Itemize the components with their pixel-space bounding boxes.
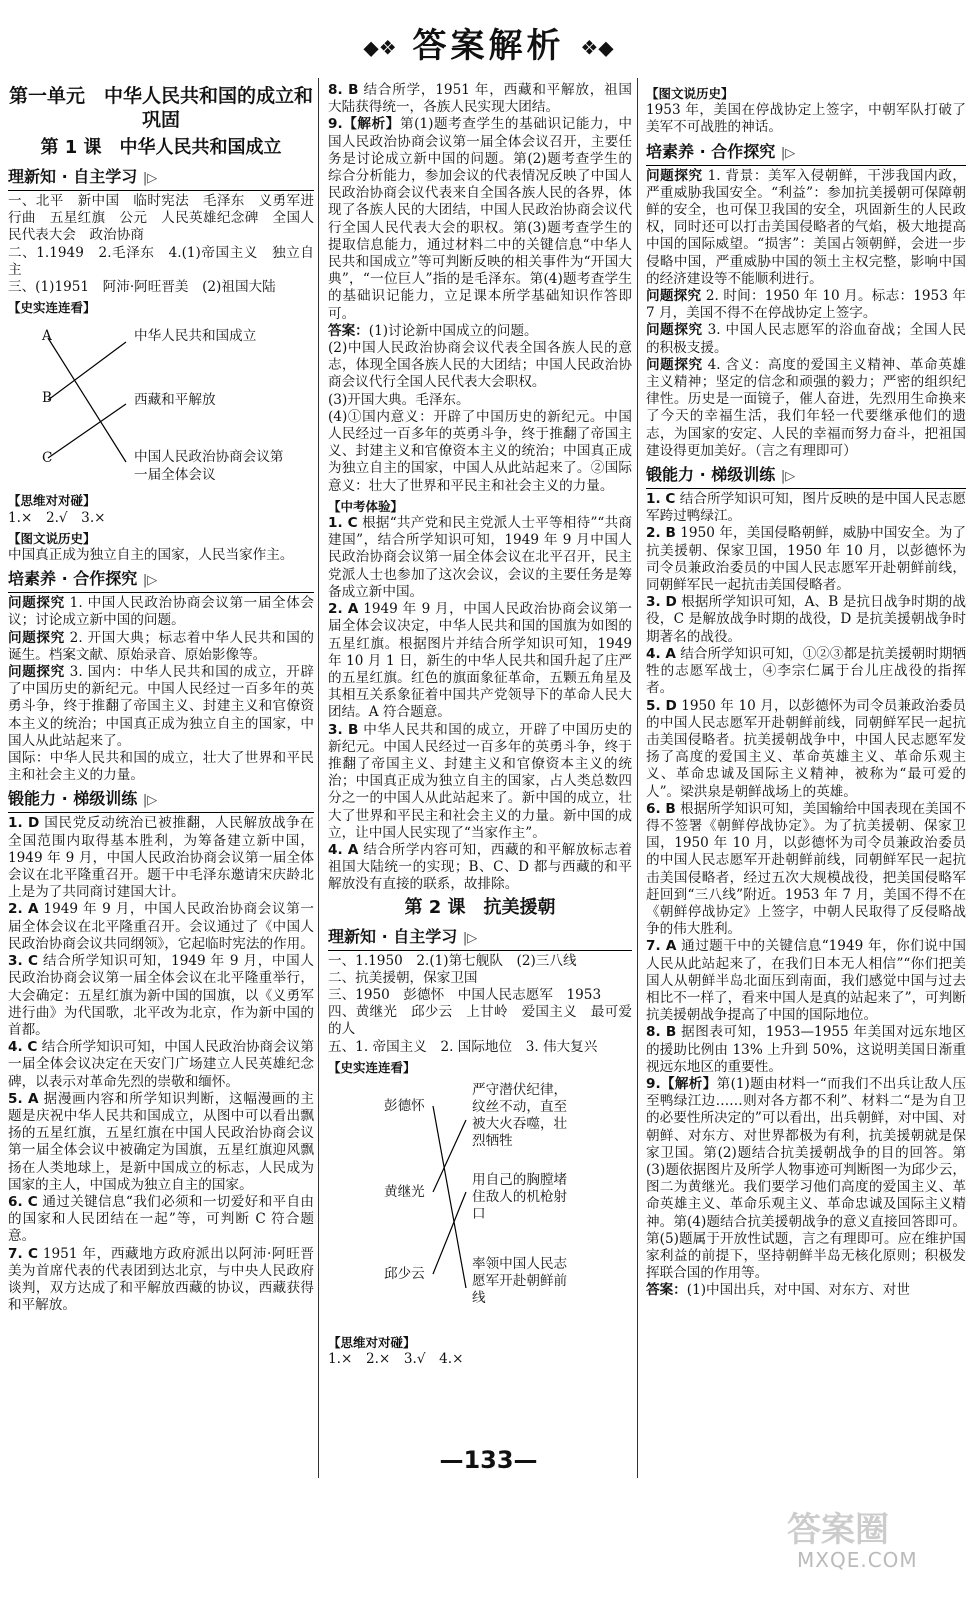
column-2 [328, 82, 632, 1480]
question-answer [646, 594, 966, 646]
section-arrow-icon: |▷ [142, 573, 158, 589]
question-number: 2. B [646, 525, 676, 542]
question-answer [8, 1194, 314, 1246]
section-arrow-icon: |▷ [462, 930, 478, 946]
section-heading-text: 培素养 · 合作探究 [8, 569, 138, 589]
answer-line: 1.× 2.√ 3.× [8, 509, 106, 526]
question-explanation: 1950 年，美国侵略朝鲜，威胁中国安全。为了抗美援朝、保家卫国，1950 年 10 月，以彭德怀为司令员兼政治委员的中国人民志愿军开赴朝鲜前线，同朝鲜军民一起抗击美国侵略者。 [646, 525, 966, 594]
question-explanation: 第(1)题由材料一“而我们不出兵让敌人压至鸭绿江边……则对各方都不利”、材料二“是为自卫的必要性所决定的”可以看出，出兵朝鲜，对中国、对朝鲜、对东方、对世界都极为有利，抗美援朝就是保家卫国。第(2)题结合抗美援朝战争的目的回答。第(3)题依据图片及所学人物事迹可判断图一为邱少云，图二为黄继光。我们要学习他们高度的爱国主义、革命英雄主义、革命乐观主义、革命忠诚及国际主义精神。第(4)题结合抗美援朝战争的意义直接回答即可。第(5)题属于开放性试题，言之有理即可。应在维护国家利益的前提下，坚持朝鲜半岛无核化原则；积极发挥联合国的作用等。 [646, 1075, 966, 1282]
match-left-3: 邱少云 [384, 1265, 425, 1282]
answer-line: 二、1.1949 2.毛泽东 4.(1)帝国主义 独立自主 [8, 244, 314, 278]
matching-diagram [328, 1080, 632, 1330]
question-explanation: 1951 年，西藏地方政府派出以阿沛·阿旺晋美为首席代表的代表团到达北京，与中央人民政府谈判，双方达成了和平解放西藏的协议，西藏获得和平解放。 [8, 1245, 314, 1314]
watermark-text: 答案圈 [787, 1510, 889, 1550]
answer-line: 五、1. 帝国主义 2. 国际地位 3. 伟大复兴 [328, 1038, 598, 1055]
answer-line: 一、北平 新中国 临时宪法 毛泽东 义勇军进行曲 五星红旗 公元 人民英雄纪念碑 全国人民代表大会 政治协商 [8, 193, 314, 244]
section-heading [8, 568, 314, 593]
subsection-tag: 【思维对对碰】 [8, 493, 96, 509]
section-heading-text: 理新知 · 自主学习 [8, 167, 138, 186]
question-explanation: 1949 年 9 月，中国人民政治协商会议第一届全体会议在北平隆重召开。会议通过了《中国人民政治协商会议共同纲领》，它起临时宪法的作用。 [8, 901, 314, 952]
question-answer [646, 1076, 966, 1282]
inquiry-text: 3. 国内：中华人民共和国的成立，开辟了中国历史的新纪元。中国人民经过一百多年的英勇斗争，终于推翻了帝国主义、封建主义和官僚资本主义的统治；中国真正成为独立自主的国家，中国人从此站起来了。 [8, 664, 314, 749]
question-explanation: 据漫画内容和所学知识判断，这幅漫画的主题是庆祝中华人民共和国成立，从图中可以看出飘扬的五星红旗，五星红旗在中国人民政治协商会议第一届全体会议中被确定为国旗，五星红旗迎风飘扬在人类地球上，是新中国成立的标志，人民成为国家的主人，中国成为独立自主的国家。 [8, 1090, 314, 1193]
inquiry-label: 问题探究 [8, 595, 65, 612]
section-heading-text: 培素养 · 合作探究 [646, 141, 776, 161]
match-label-b: B [42, 390, 52, 407]
column-3 [646, 82, 966, 1480]
match-label-a: A [42, 328, 52, 345]
inquiry-label: 问题探究 [646, 356, 703, 373]
answer-line: 二、抗美援朝，保家卫国 [328, 969, 478, 986]
question-explanation: 1949 年 9 月，中国人民政治协商会议第一届全体会议决定，中华人民共和国的国旗为如图的五星红旗。根据图片并结合所学知识可知，1949 年 10 月 1 日，新生的中华人民共和国升起了庄严的五星红旗。红色的旗面象征革命，五颗五角星及其相互关系象征着中国共产党领导下的革命人民大团结。A 符合题意。 [328, 601, 632, 721]
question-answer [646, 938, 966, 1024]
match-left-2: 黄继光 [384, 1183, 425, 1200]
subsection-tag: 【图文说历史】 [646, 86, 734, 101]
section-heading-text: 锻能力 · 梯级训练 [646, 465, 776, 485]
question-explanation: 中华人民共和国的成立，开辟了中国历史的新纪元。中国人民经过一百多年的英勇斗争，终于推翻了帝国主义、封建主义和官僚资本主义的统治；中国真正成为独立自主的国家，占人类总数四分之一的中国人从此站起来了。新中国的成立，壮大了世界和平民主和社会主义的力量。新中国的成立，让中国人民实现了“当家作主”。 [328, 721, 632, 841]
question-answer [646, 491, 966, 525]
question-explanation: 通过题干中的关键信息“1949 年，你们说中国人民从此站起来了，在我们日本无人相信”“你们把美国人从朝鲜半岛北面压到南面，我们感觉中国与过去相比不一样了，看来中国人是真的站起来了”，可判断抗美援朝战争提高了中国的国际地位。 [646, 938, 966, 1024]
answer-text: (1)讨论新中国成立的问题。 [368, 322, 538, 339]
match-right-1: 严守潜伏纪律，纹丝不动，直至被大火吞噬，壮烈牺牲 [472, 1081, 568, 1149]
question-answer [8, 1091, 314, 1194]
question-explanation: 1950 年 10 月，以彭德怀为司令员兼政治委员的中国人民志愿军开赴朝鲜前线，同朝鲜军民一起抗击美国侵略者。抗美援朝战争中，中国人民志愿军发扬了高度的爱国主义、革命英雄主义、革命乐观主义、革命忠诚及国际主义精神，被称为“最可爱的人”。梁洪泉是朝鲜战场上的英雄。 [646, 697, 966, 800]
watermark-logo [787, 1502, 957, 1582]
inquiry-item [8, 630, 314, 664]
title-ornament-right: ❖◆ [580, 35, 614, 60]
section-arrow-icon: |▷ [142, 793, 158, 809]
question-answer [646, 1282, 966, 1299]
inquiry-text: 1. 背景：美军入侵朝鲜，干涉我国内政，严重威胁我国安全。“利益”：参加抗美援朝可保障朝鲜的安全，也可保卫我国的安全，巩固新生的人民政权，同时还可以打击美国侵略者的气焰，极大地提高中国的国际威望。“损害”：美国占领朝鲜，会进一步侵略中国，严重威胁中国的领土主权完整，影响中国的经济建设等不能顺利进行。 [646, 167, 966, 287]
answer-line: (2)中国人民政治协商会议代表全国各族人民的意志，体现全国各族人民的大团结；中国人民政治协商会议代行全国人民代表大会职权。 [328, 340, 632, 391]
match-right-1: 中华人民共和国成立 [134, 328, 257, 345]
column-divider [637, 78, 638, 1478]
question-answer [8, 953, 314, 1039]
question-explanation: (1)中国出兵，对中国、对东方、对世 [686, 1282, 910, 1299]
inquiry-text: 1. 中国人民政治协商会议第一届全体会议；讨论成立新中国的问题。 [8, 595, 314, 629]
match-left-1: 彭德怀 [384, 1097, 425, 1114]
answer-line: 三、1950 彭德怀 中国人民志愿军 1953 [328, 986, 602, 1003]
inquiry-label: 问题探究 [646, 322, 703, 339]
question-number: 7. C [8, 1245, 38, 1262]
match-right-2: 用自己的胸膛堵住敌人的机枪射口 [472, 1171, 568, 1222]
answer-line: 1.× 2.× 3.√ 4.× [328, 1351, 464, 1368]
answer-line: 中国真正成为独立自主的国家，人民当家作主。 [8, 547, 294, 564]
answer-line: (4)①国内意义：开辟了中国历史的新纪元。中国人民经过一百多年的英勇斗争，终于推翻了帝国主义、封建主义和官僚资本主义的统治；中国真正成为独立自主的国家，中国人从此站起来了。②国际意义：壮大了世界和平民主和社会主义的力量。 [328, 408, 632, 494]
question-number: 7. A [646, 938, 677, 955]
inquiry-label: 问题探究 [646, 167, 703, 184]
lesson-title: 第 2 课 抗美援朝 [404, 896, 556, 918]
inquiry-item [646, 357, 966, 460]
subsection-tag: 【史实连连看】 [8, 300, 96, 316]
section-heading [8, 788, 314, 813]
question-answer [328, 842, 632, 894]
question-number: 6. C [8, 1193, 38, 1210]
question-explanation: 结合所学，1951 年，西藏和平解放，祖国大陆获得统一，各族人民实现大团结。 [328, 82, 632, 116]
section-arrow-icon: |▷ [780, 469, 796, 485]
question-answer [328, 116, 632, 322]
inquiry-item [646, 168, 966, 288]
inquiry-item [8, 664, 314, 750]
question-number: 2. A [8, 901, 39, 918]
question-answer [646, 801, 966, 939]
question-answer [646, 646, 966, 698]
section-heading [328, 926, 632, 951]
question-explanation: 通过关键信息“我们必须和一切爱好和平自由的国家和人民团结在一起”等，可判断 C 符合题意。 [8, 1193, 314, 1245]
column-divider [318, 78, 319, 1478]
column-1 [8, 82, 314, 1480]
question-number: 9.【解析】 [646, 1075, 717, 1092]
question-number: 4. C [8, 1039, 38, 1056]
unit-title: 第一单元 中华人民共和国的成立和巩固 [8, 85, 313, 131]
question-explanation: 根据所学知识可知，美国输给中国表现在美国不得不签署《朝鲜停战协定》。为了抗美援朝、保家卫国，1950 年 10 月，以彭德怀为司令员兼政治委员的中国人民志愿军开赴朝鲜前线，同朝鲜军民一起抗击美国侵略者，经过五次大规模战役，把美国侵略军赶回到“三八线”附近。1953 年 7 月，美国不得不在《朝鲜停战协定》上签字，中朝人民取得了反侵略战争的伟大胜利。 [646, 800, 966, 938]
answer-line: 四、黄继光 邱少云 上甘岭 爱国主义 最可爱的人 [328, 1004, 632, 1038]
answer-line: 一、1.1950 2.(1)第七舰队 (2)三八线 [328, 952, 577, 969]
answer-line: 国际：中华人民共和国的成立，壮大了世界和平民主和社会主义的力量。 [8, 750, 314, 784]
question-answer [328, 722, 632, 842]
question-number: 4. A [328, 841, 359, 858]
question-number: 答案： [646, 1282, 687, 1299]
question-number: 1. C [328, 515, 358, 532]
question-number: 3. B [328, 721, 359, 738]
section-heading [8, 166, 314, 191]
section-heading-text: 理新知 · 自主学习 [328, 926, 458, 946]
answer-line [328, 323, 632, 340]
question-explanation: 根据所学知识可知，A、B 是抗日战争时期的战役，C 是解放战争时期的战役，D 是抗美援朝战争时期著名的战役。 [646, 594, 966, 645]
question-number: 3. C [8, 953, 38, 970]
match-right-3: 中国人民政治协商会议第一届全体会议 [134, 449, 284, 484]
subsection-tag: 【中考体验】 [328, 498, 404, 514]
title-text: 答案解析 [412, 26, 565, 66]
question-number: 5. A [8, 1090, 39, 1107]
watermark-url: MXQE.COM [797, 1548, 918, 1572]
question-number: 8. B [646, 1024, 677, 1041]
section-arrow-icon: |▷ [142, 171, 158, 186]
question-number: 1. D [8, 815, 40, 832]
subsection-tag: 【思维对对碰】 [328, 1334, 416, 1350]
question-explanation: 结合所学知识可知，①②③都是抗美援朝时期牺牲的志愿军战士，④李宗仁属于台儿庄战役的指挥者。 [646, 645, 966, 697]
question-number: 6. B [646, 800, 676, 817]
answer-line: (3)开国大典。毛泽东。 [328, 391, 470, 408]
question-explanation: 第(1)题考查学生的基础识记能力，中国人民政治协商会议第一届全体会议召开，主要任务是讨论成立新中国的问题。第(2)题考查学生的综合分析能力，参加会议的代表情况反映了中国人民政治协商会议代表来自全国各族人民的各界，体现了各族人民的大团结，中国人民政治协商会议代行全国人民代表大会的职权。第(3)题考查学生的提取信息能力，通过材料二中的关键信息“中华人民共和国成立”等可判断反映的相关事件为“开国大典”，“一位巨人”指的是毛泽东。第(4)题考查学生的基础识记能力，立足课本所学基础知识作答即可。 [328, 116, 632, 322]
subsection-tag: 【史实连连看】 [328, 1059, 416, 1075]
match-right-2: 西藏和平解放 [134, 392, 216, 409]
inquiry-label: 问题探究 [8, 629, 65, 646]
section-arrow-icon: |▷ [780, 145, 796, 161]
inquiry-label: 问题探究 [646, 288, 702, 305]
inquiry-text: 3. 中国人民志愿军的浴血奋战；全国人民的积极支援。 [646, 322, 966, 356]
question-answer [8, 1246, 314, 1315]
subsection-tag: 【图文说历史】 [8, 530, 96, 546]
title-ornament-left: ◆❖ [363, 35, 397, 60]
question-explanation: 据图表可知，1953—1955 年美国对远东地区的援助比例由 13% 上升到 50%，这说明美国日渐重视远东地区的重要性。 [646, 1024, 966, 1075]
inquiry-text: 2. 时间：1950 年 10 月。标志：1953 年 7 月，美国不得不在停战协定上签字。 [646, 288, 966, 322]
answer-line: 三、(1)1951 阿沛·阿旺晋美 (2)祖国大陆 [8, 279, 276, 296]
section-heading [646, 141, 966, 166]
question-answer [8, 901, 314, 953]
section-heading-text: 锻能力 · 梯级训练 [8, 789, 138, 809]
question-explanation: 国民党反动统治已被推翻，人民解放战争在全国范围内取得基本胜利，为筹备建立新中国，1949 年 9 月，中国人民政治协商会议第一届全体会议在北平隆重召开。题干中毛泽东邀请宋庆龄北上是为了共同商讨建国大计。 [8, 815, 314, 901]
question-answer [646, 1024, 966, 1076]
question-number: 8. B [328, 82, 359, 98]
page-title [0, 18, 977, 67]
question-number: 1. C [646, 491, 676, 508]
lesson-title: 第 1 课 中华人民共和国成立 [40, 137, 282, 158]
match-right-3: 率领中国人民志愿军开赴朝鲜前线 [472, 1255, 568, 1306]
question-answer [8, 1039, 314, 1091]
inquiry-item [8, 595, 314, 629]
question-number: 5. D [646, 697, 677, 714]
matching-diagram [8, 320, 314, 488]
question-answer [328, 515, 632, 601]
question-explanation: 结合所学内容可知，西藏的和平解放标志着祖国大陆统一的实现；B、C、D 都与西藏的和平解放没有直接的联系，故排除。 [328, 841, 632, 893]
question-answer [646, 525, 966, 594]
inquiry-item [646, 288, 966, 322]
section-heading [646, 464, 966, 489]
question-answer [328, 82, 632, 116]
question-answer [328, 601, 632, 721]
inquiry-label: 问题探究 [8, 664, 65, 681]
page-number: —133— [439, 1446, 538, 1474]
question-number: 4. A [646, 645, 676, 662]
inquiry-item [646, 322, 966, 356]
question-number: 9.【解析】 [328, 116, 400, 133]
match-label-c: C [42, 450, 53, 467]
question-answer [8, 815, 314, 901]
question-answer [646, 698, 966, 801]
question-explanation: 结合所学知识可知，1949 年 9 月，中国人民政治协商会议第一届全体会议在北平隆重举行，大会确定：五星红旗为新中国的国旗，以《义勇军进行曲》为代国歌，北平改为北京，作为新中国的首都。 [8, 953, 314, 1038]
question-number: 2. A [328, 601, 359, 618]
answer-line: 1953 年，美国在停战协定上签字，中朝军队打破了美军不可战胜的神话。 [646, 102, 966, 136]
answer-label: 答案： [328, 322, 369, 339]
inquiry-text: 4. 含义：高度的爱国主义精神、革命英雄主义精神；坚定的信念和顽强的毅力；严密的组织纪律性。历史是一面镜子，催人奋进，先烈用生命换来了今天的幸福生活，我们年轻一代要继承他们的遗志，为国家的安定、人民的幸福而努力奋斗，把祖国建设得更加美好。（言之有理即可） [646, 356, 966, 459]
question-number: 3. D [646, 594, 677, 611]
question-explanation: 结合所学知识可知，图片反映的是中国人民志愿军跨过鸭绿江。 [646, 491, 966, 525]
question-explanation: 根据“共产党和民主党派人士平等相待”“共商建国”，结合所学知识可知，1949 年 9 月中国人民政治协商会议第一届全体会议在北平召开，民主党派人士也参加了这次会议，会议的主要任务是筹备成立新中国。 [328, 515, 632, 600]
inquiry-text: 2. 开国大典；标志着中华人民共和国的诞生。档案文献、原始录音、原始影像等。 [8, 629, 314, 663]
question-explanation: 结合所学知识可知，中国人民政治协商会议第一届全体会议决定在天安门广场建立人民英雄纪念碑，以表示对革命先烈的崇敬和缅怀。 [8, 1039, 314, 1090]
